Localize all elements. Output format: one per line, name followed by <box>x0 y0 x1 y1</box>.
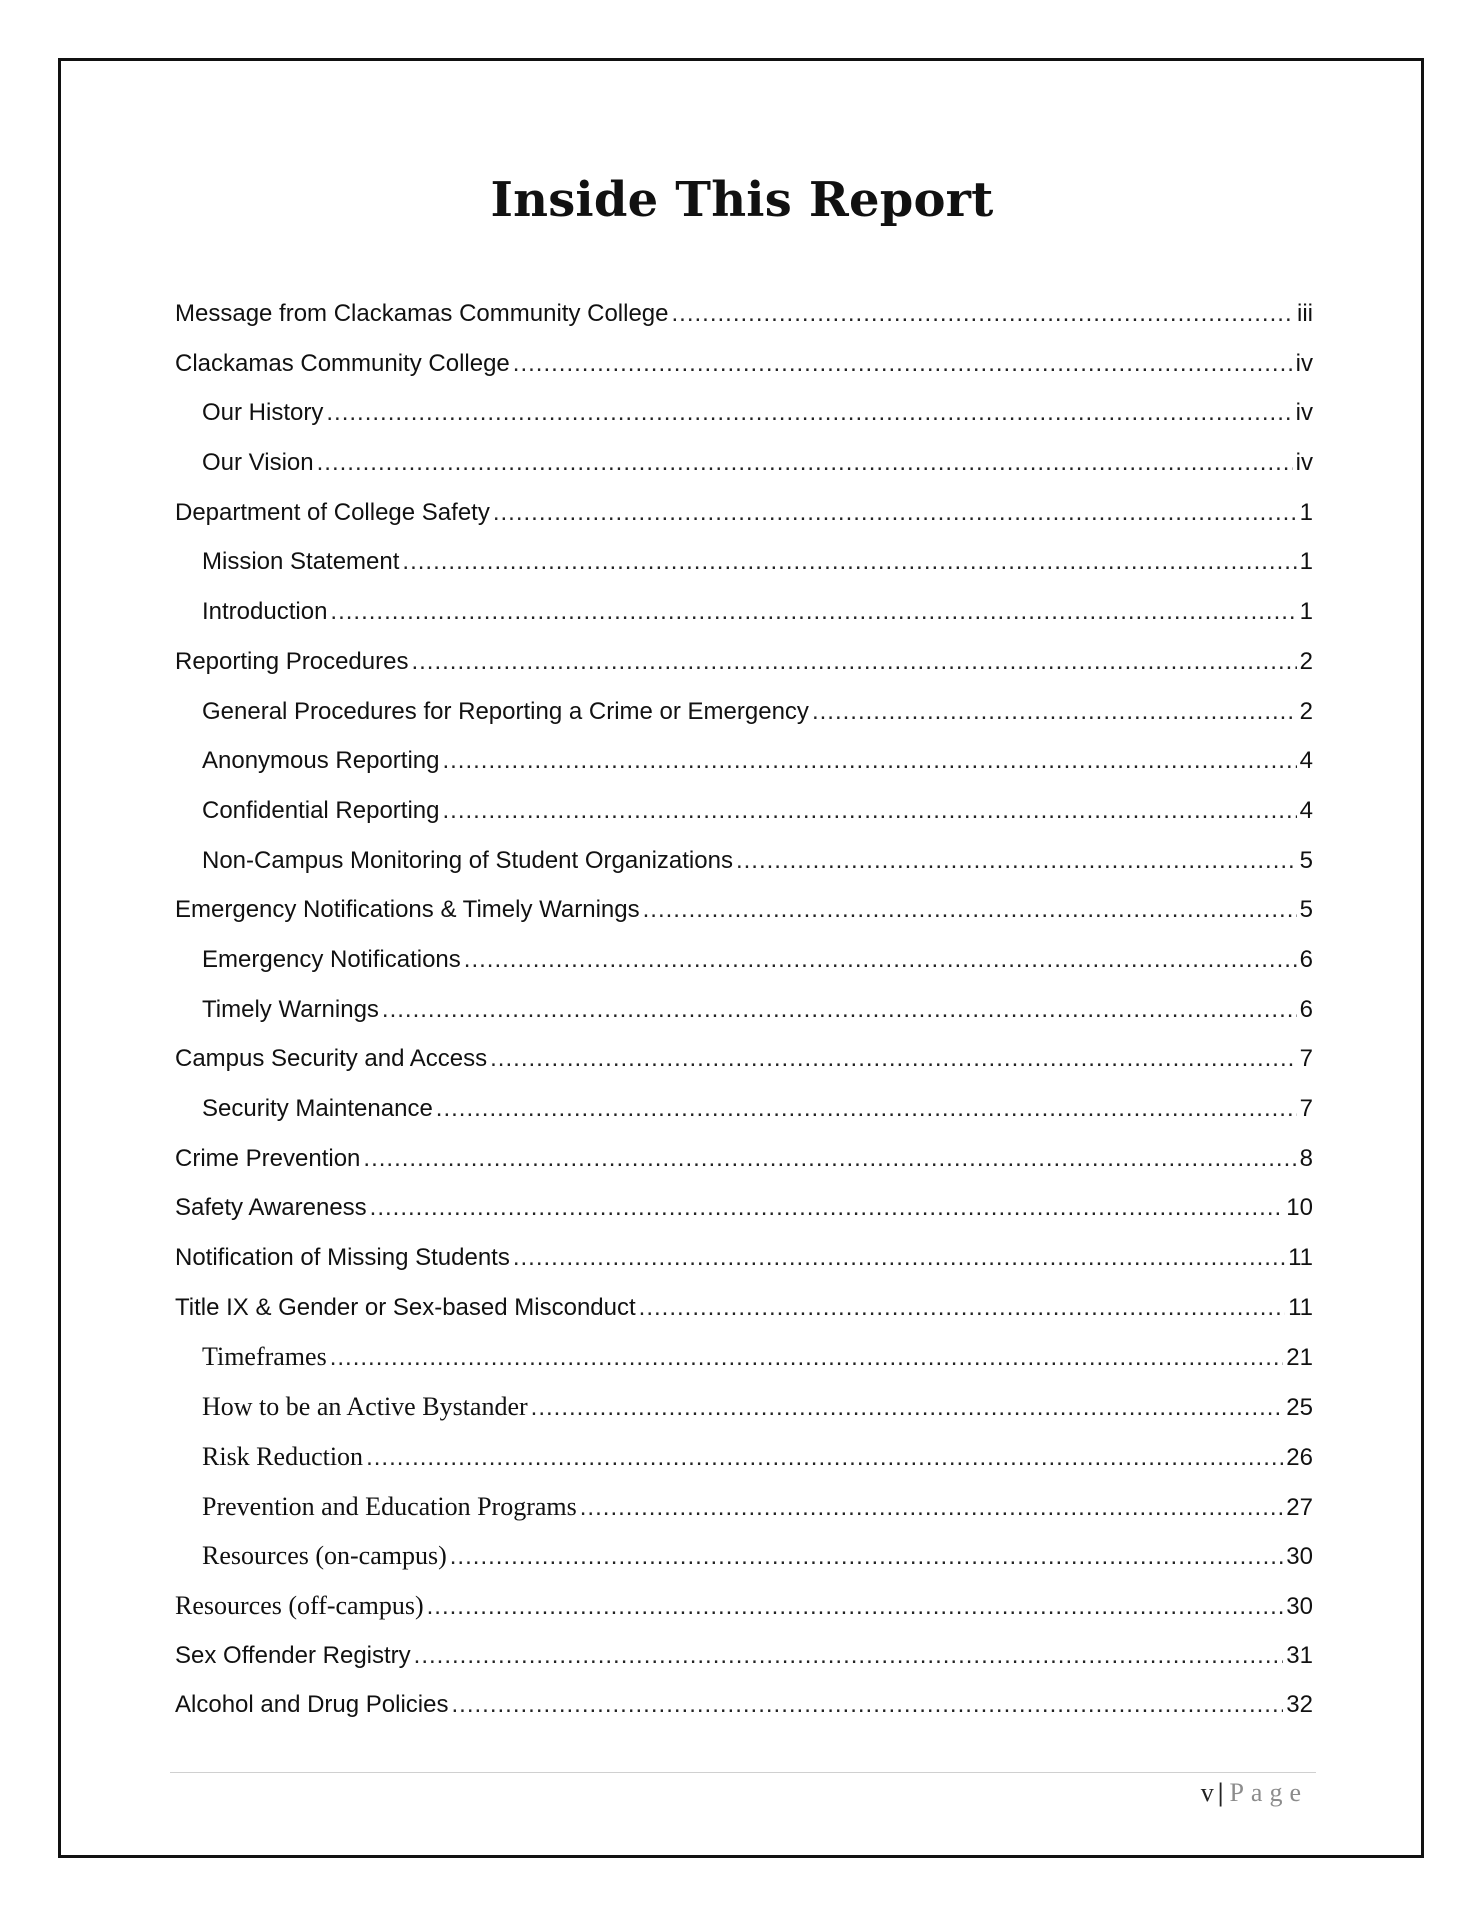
toc-entry[interactable] <box>175 692 1313 742</box>
toc-entry[interactable] <box>175 741 1313 791</box>
toc-entry[interactable] <box>175 1536 1313 1586</box>
toc-entry-page-number: 5 <box>1299 896 1313 924</box>
toc-entry[interactable] <box>175 1636 1313 1686</box>
toc-entry-label: Crime Prevention <box>175 1144 361 1172</box>
toc-entry-label: General Procedures for Reporting a Crime or Emergency <box>202 697 809 725</box>
toc-entry-label: Resources (on-campus) <box>202 1541 447 1571</box>
toc-entry[interactable] <box>175 1487 1313 1537</box>
toc-entry-page-number: 11 <box>1288 1293 1313 1321</box>
toc-entry-page-number: 1 <box>1299 548 1313 576</box>
toc-entry[interactable] <box>175 1437 1313 1487</box>
toc-entry-label: Confidential Reporting <box>202 796 440 824</box>
toc-entry[interactable] <box>175 940 1313 990</box>
toc-dot-leader <box>450 1537 1284 1577</box>
toc-entry-label: Sex Offender Registry <box>175 1641 411 1669</box>
toc-entry-page-number: 1 <box>1299 498 1313 526</box>
toc-dot-leader <box>513 344 1293 384</box>
toc-entry[interactable] <box>175 990 1313 1040</box>
toc-entry-label: Notification of Missing Students <box>175 1244 510 1272</box>
toc-entry-label: Campus Security and Access <box>175 1045 488 1073</box>
toc-entry-page-number: 6 <box>1299 995 1313 1023</box>
toc-dot-leader <box>382 990 1297 1030</box>
toc-entry[interactable] <box>175 1039 1313 1089</box>
toc-entry-page-number: iv <box>1295 349 1313 377</box>
toc-entry-label: Security Maintenance <box>202 1095 433 1122</box>
toc-dot-leader <box>531 1388 1284 1428</box>
toc-entry[interactable] <box>175 493 1313 543</box>
toc-dot-leader <box>330 1338 1284 1378</box>
toc-entry-page-number: 7 <box>1299 1045 1313 1073</box>
toc-entry-label: Safety Awareness <box>175 1194 367 1222</box>
toc-entry-page-number: 21 <box>1286 1344 1313 1372</box>
toc-entry[interactable] <box>175 294 1313 344</box>
toc-dot-leader <box>442 791 1296 831</box>
toc-entry-page-number: 5 <box>1299 846 1313 874</box>
toc-entry[interactable] <box>175 791 1313 841</box>
toc-entry-page-number: 31 <box>1286 1641 1313 1669</box>
toc-entry-label: Timeframes <box>202 1342 327 1372</box>
toc-entry-page-number: 30 <box>1286 1592 1313 1620</box>
toc-entry-label: Alcohol and Drug Policies <box>175 1691 449 1719</box>
toc-entry-page-number: 4 <box>1299 796 1313 824</box>
toc-entry-label: Emergency Notifications & Timely Warnings <box>175 896 640 924</box>
toc-entry-page-number: 25 <box>1286 1394 1313 1422</box>
toc-entry[interactable] <box>175 642 1313 692</box>
toc-entry-label: Non-Campus Monitoring of Student Organizations <box>202 846 733 874</box>
toc-entry-label: Prevention and Education Programs <box>202 1491 577 1521</box>
toc-dot-leader <box>451 1685 1283 1725</box>
toc-entry-label: Our History <box>202 399 324 427</box>
toc-entry-label: Emergency Notifications <box>202 945 461 973</box>
toc-dot-leader <box>330 592 1296 632</box>
toc-entry-label: Message from Clackamas Community College <box>175 300 669 327</box>
toc-entry-page-number: 4 <box>1299 747 1313 775</box>
toc-dot-leader <box>366 1438 1283 1478</box>
toc-entry-page-number: 1 <box>1299 598 1313 626</box>
toc-entry-page-number: 10 <box>1286 1194 1313 1222</box>
toc-entry-label: Introduction <box>202 598 328 626</box>
toc-entry-label: Risk Reduction <box>202 1441 364 1471</box>
toc-entry-page-number: 11 <box>1288 1244 1313 1272</box>
toc-dot-leader <box>363 1139 1296 1179</box>
footer-page-word: Page <box>1229 1778 1308 1807</box>
toc-entry[interactable] <box>175 890 1313 940</box>
toc-dot-leader <box>493 493 1297 533</box>
toc-dot-leader <box>402 542 1296 582</box>
toc-dot-leader <box>736 841 1297 881</box>
toc-entry-page-number: 6 <box>1299 945 1313 973</box>
toc-entry[interactable] <box>175 1387 1313 1437</box>
toc-dot-leader <box>427 1587 1284 1627</box>
toc-dot-leader <box>414 1636 1284 1676</box>
page-footer <box>1201 1778 1308 1808</box>
toc-entry[interactable] <box>175 1238 1313 1288</box>
toc-entry[interactable] <box>175 1337 1313 1387</box>
toc-dot-leader <box>580 1488 1284 1528</box>
toc-entry[interactable] <box>175 592 1313 642</box>
toc-entry-label: Resources (off-campus) <box>175 1590 424 1620</box>
toc-entry-page-number: 2 <box>1299 697 1313 725</box>
toc-entry-label: Anonymous Reporting <box>202 747 440 775</box>
toc-dot-leader <box>411 642 1296 682</box>
toc-entry[interactable] <box>175 344 1313 394</box>
toc-dot-leader <box>639 1288 1285 1328</box>
toc-entry[interactable] <box>175 1586 1313 1636</box>
report-title: Inside This Report <box>490 172 994 228</box>
footer-separator: | <box>1217 1778 1224 1807</box>
table-of-contents <box>175 294 1313 1735</box>
toc-entry-page-number: 2 <box>1299 647 1313 675</box>
footer-divider <box>170 1772 1316 1773</box>
toc-dot-leader <box>490 1039 1297 1079</box>
toc-entry-page-number: 7 <box>1299 1095 1313 1122</box>
toc-entry[interactable] <box>175 1685 1313 1735</box>
toc-entry[interactable] <box>175 1089 1313 1139</box>
toc-dot-leader <box>326 393 1292 433</box>
toc-entry[interactable] <box>175 1139 1313 1189</box>
toc-entry-label: Reporting Procedures <box>175 647 409 675</box>
toc-dot-leader <box>442 741 1296 781</box>
toc-entry-page-number: iv <box>1295 449 1313 477</box>
toc-entry-page-number: 32 <box>1286 1691 1313 1719</box>
toc-entry-label: Clackamas Community College <box>175 349 510 377</box>
toc-entry[interactable] <box>175 443 1313 493</box>
footer-page-number: v <box>1200 1778 1214 1807</box>
toc-entry-page-number: 30 <box>1286 1543 1313 1571</box>
toc-entry-label: How to be an Active Bystander <box>202 1392 528 1422</box>
toc-entry-page-number: 8 <box>1299 1144 1313 1172</box>
toc-entry[interactable] <box>175 393 1313 443</box>
toc-dot-leader <box>672 294 1295 334</box>
toc-dot-leader <box>370 1188 1284 1228</box>
toc-dot-leader <box>643 890 1297 930</box>
toc-entry-label: Mission Statement <box>202 548 400 576</box>
toc-entry-label: Title IX & Gender or Sex-based Misconduct <box>175 1293 636 1321</box>
toc-entry-label: Timely Warnings <box>202 995 379 1023</box>
toc-dot-leader <box>436 1089 1297 1129</box>
toc-dot-leader <box>464 940 1297 980</box>
toc-entry-label: Department of College Safety <box>175 498 490 526</box>
toc-entry[interactable] <box>175 1188 1313 1238</box>
toc-entry-page-number: 27 <box>1286 1493 1313 1521</box>
toc-entry[interactable] <box>175 841 1313 891</box>
toc-entry-label: Our Vision <box>202 449 314 477</box>
toc-entry-page-number: iii <box>1297 300 1313 327</box>
toc-entry[interactable] <box>175 1288 1313 1338</box>
toc-entry[interactable] <box>175 542 1313 592</box>
toc-dot-leader <box>513 1238 1285 1278</box>
toc-dot-leader <box>812 692 1297 732</box>
toc-dot-leader <box>317 443 1293 483</box>
toc-entry-page-number: 26 <box>1286 1443 1313 1471</box>
toc-entry-page-number: iv <box>1295 399 1313 427</box>
